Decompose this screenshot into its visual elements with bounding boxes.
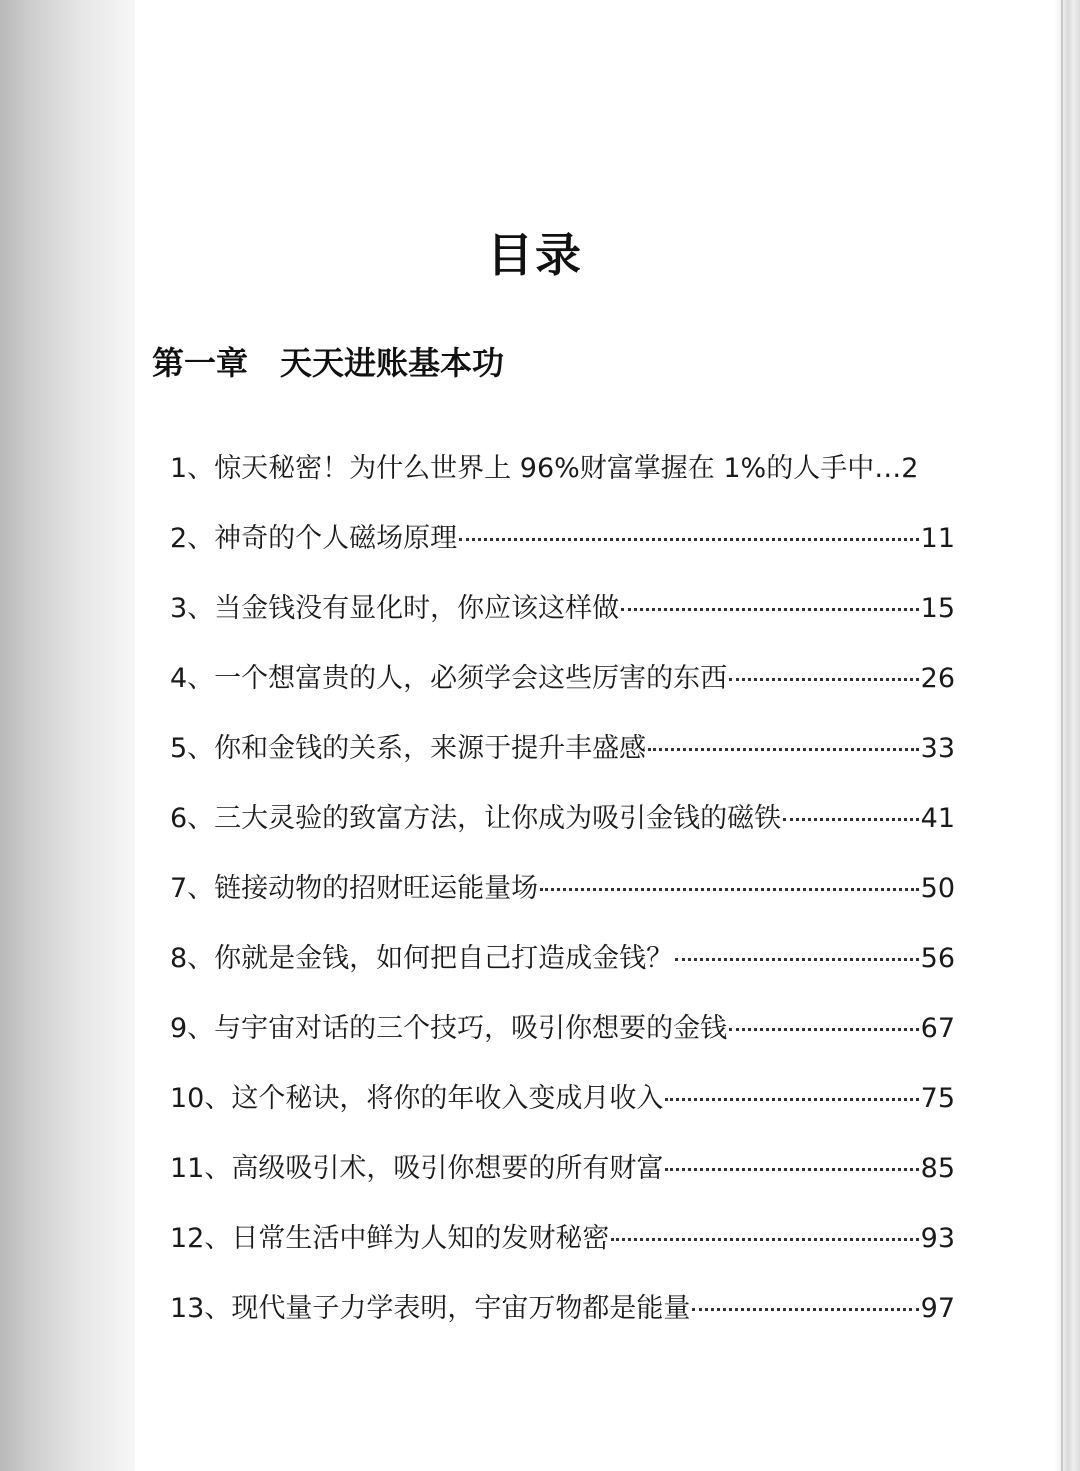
toc-entry-11[interactable]: [170, 1145, 955, 1215]
toc-entry-2[interactable]: [170, 515, 955, 585]
toc-entry-7[interactable]: [170, 865, 955, 935]
toc-entry-12[interactable]: [170, 1215, 955, 1285]
toc-entry-6[interactable]: [170, 795, 955, 865]
table-of-contents: [170, 445, 955, 1355]
toc-entry-text: 10、这个秘诀，将你的年收入变成月收入: [170, 1083, 664, 1114]
toc-entry-8[interactable]: [170, 935, 955, 1005]
toc-entry-text: 13、现代量子力学表明，宇宙万物都是能量: [170, 1293, 691, 1324]
toc-entry-page: 56: [920, 943, 955, 974]
toc-entry-page: 93: [920, 1223, 955, 1254]
dot-leader: [648, 748, 918, 751]
toc-entry-text: 4、一个想富贵的人，必须学会这些厉害的东西: [170, 663, 728, 694]
toc-entry-text: 7、链接动物的招财旺运能量场: [170, 873, 539, 904]
chapter-title: 第一章 天天进账基本功: [152, 344, 505, 382]
toc-entry-text: 3、当金钱没有显化时，你应该这样做: [170, 593, 620, 624]
toc-entry-13[interactable]: [170, 1285, 955, 1355]
toc-entry-text: 5、你和金钱的关系，来源于提升丰盛感: [170, 733, 647, 764]
toc-entry-page: 33: [920, 733, 955, 764]
toc-entry-text: 12、日常生活中鲜为人知的发财秘密: [170, 1223, 610, 1254]
toc-entry-text: 11、高级吸引术，吸引你想要的所有财富: [170, 1153, 664, 1184]
toc-entry-page: 41: [920, 803, 955, 834]
toc-entry-5[interactable]: [170, 725, 955, 795]
dot-leader: [675, 958, 918, 961]
toc-entry-4[interactable]: [170, 655, 955, 725]
toc-entry-1[interactable]: [170, 445, 955, 515]
dot-leader: [729, 1028, 918, 1031]
toc-entry-page: 11: [920, 523, 955, 554]
page-title: 目录: [487, 227, 583, 282]
toc-entry-10[interactable]: [170, 1075, 955, 1145]
toc-entry-3[interactable]: [170, 585, 955, 655]
dot-leader: [611, 1238, 918, 1241]
toc-entry-page: 50: [920, 873, 955, 904]
toc-entry-text: 8、你就是金钱，如何把自己打造成金钱？: [170, 943, 674, 974]
dot-leader: [729, 678, 918, 681]
toc-entry-page: 85: [920, 1153, 955, 1184]
dot-leader: [665, 1098, 918, 1101]
toc-entry-page: 67: [920, 1013, 955, 1044]
dot-leader: [540, 888, 918, 891]
dot-leader: [459, 538, 918, 541]
dot-leader: [783, 818, 918, 821]
toc-entry-page: 26: [920, 663, 955, 694]
toc-entry-text: 2、神奇的个人磁场原理: [170, 523, 458, 554]
toc-entry-text: 9、与宇宙对话的三个技巧，吸引你想要的金钱: [170, 1013, 728, 1044]
toc-entry-page: 97: [920, 1293, 955, 1324]
dot-leader: [692, 1308, 918, 1311]
toc-entry-text: 1、惊天秘密！为什么世界上 96%财富掌握在 1%的人手中…: [170, 453, 902, 484]
toc-entry-9[interactable]: [170, 1005, 955, 1075]
toc-entry-page: 15: [920, 593, 955, 624]
toc-entry-page: 2: [901, 453, 919, 484]
toc-entry-text: 6、三大灵验的致富方法，让你成为吸引金钱的磁铁: [170, 803, 782, 834]
toc-entry-page: 75: [920, 1083, 955, 1114]
dot-leader: [621, 608, 918, 611]
dot-leader: [665, 1168, 918, 1171]
